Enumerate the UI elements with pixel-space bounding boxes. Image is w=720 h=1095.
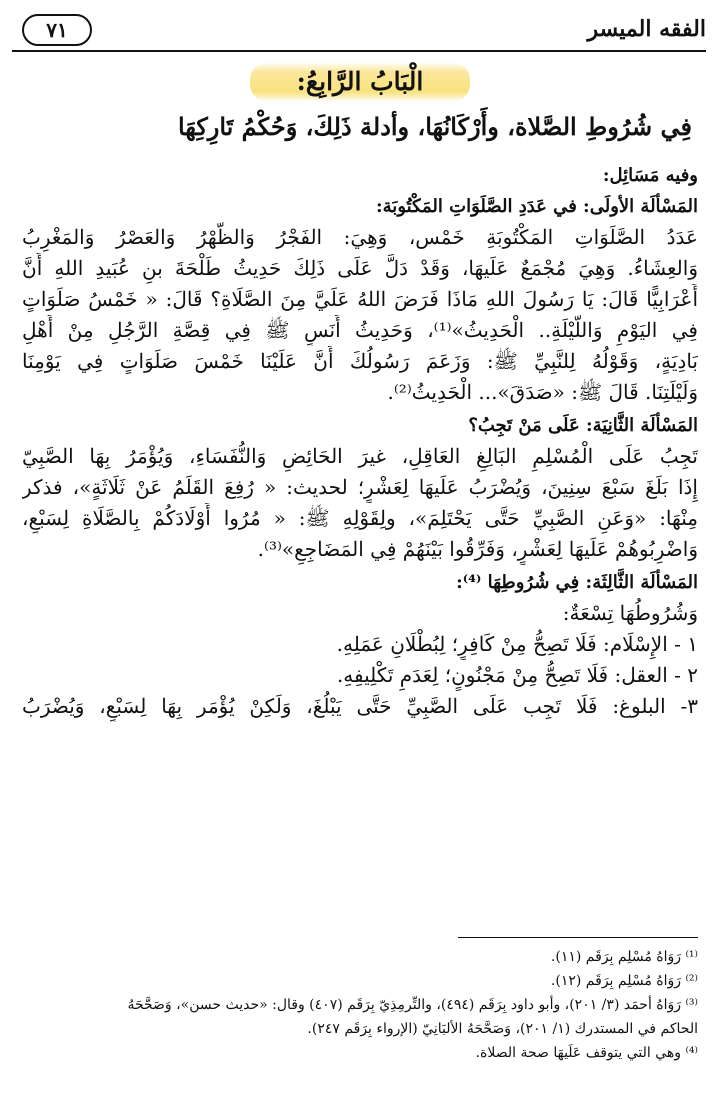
text-line: وَشُرُوطُهَا تِسْعَةٌ: bbox=[562, 601, 698, 625]
book-title: الفقه الميسر bbox=[587, 16, 706, 42]
text-line: مِنْهَا: «وَعَنِ الصَّبِيِّ حَتَّى يَحْتَلِمَ»، ولِقَوْلِهِ ﷺ: « مُرُوا أَوْلَادَكُمْ بِالصَّلَاةِ لِسَبْعٍ، bbox=[22, 506, 698, 530]
text-line: عَدَدُ الصَّلَوَاتِ المَكْتُوبَةِ خَمْس، وَهِيَ: الفَجْرُ وَالظُّهْرُ وَالعَصْرُ وَالمَغْرِبُ bbox=[22, 225, 698, 249]
condition-item: ١ - الإِسْلَام: فَلَا تَصِحُّ مِنْ كَافِرٍ؛ لِبُطْلَانِ عَمَلِهِ. bbox=[336, 632, 698, 656]
text-line: إِذَا بَلَغَ سَبْعَ سِنِينَ، وَيُضْرَبُ عَلَيهَا لِعَشْرٍ؛ لحديث: « رُفِعَ القَلَمُ عَنْ ثَلَاثَةٍ»، فذكر bbox=[22, 475, 698, 499]
text-line: بَادِيَةٍ، وَقَوْلُهُ لِلنَّبِيِّ ﷺ: وَزَعَمَ رَسُولُكَ أَنَّ عَلَيْنَا خَمْسَ صَلَوَاتٍ فِي يَوْمِنَا bbox=[22, 349, 698, 373]
condition-item: ٢ - العقل: فَلَا تَصِحُّ مِنْ مَجْنُونٍ؛ لِعَدَمِ تَكْلِيفِهِ. bbox=[336, 663, 698, 687]
footnote: ⁽²⁾ رَوَاهُ مُسْلِم بِرَقَم (١٢). bbox=[550, 973, 698, 989]
page-number: ٧١ bbox=[22, 14, 92, 46]
text-line: وَلَيْلَتِنَا. قَالَ ﷺ: «صَدَقَ»... الْحَدِيثُ⁽²⁾. bbox=[387, 380, 698, 404]
issue-2-heading: المَسْألَة الثَّانِيَة: عَلَى مَنْ تَجِبُ؟ bbox=[468, 415, 698, 436]
page-header bbox=[12, 10, 706, 50]
issue-1-heading: المَسْألَة الأولَى: في عَدَدِ الصَّلَوَاتِ المَكْتُوبَة: bbox=[376, 196, 698, 217]
footnote: الحاكم في المستدرك (١/ ٢٠١)، وَصَحَّحَهُ الألبَانِيّ (الإرواء بِرَقَم ٢٤٧). bbox=[307, 1021, 698, 1037]
text-line: فِي اليَوْمِ وَاللَّيْلَةِ.. الْحَدِيثُ»⁽¹⁾، وَحَدِيثُ أَنَسٍ ﷺ فِي قِصَّةِ الرَّجُلِ مِنْ أَهْلِ bbox=[22, 318, 698, 342]
chapter-title: الْبَابُ الرَّابِعُ: bbox=[250, 62, 470, 102]
footnote: ⁽³⁾ رَوَاهُ أحمَد (٣/ ٢٠١)، وأبو داود بِرَقَم (٤٩٤)، والتِّرمِذِيّ بِرَقَم (٤٠٧) وقال: «حديث حسن»، وَصَحَّحَهُ bbox=[127, 997, 698, 1013]
condition-item: ٣- البلوغ: فَلَا تَجِب عَلَى الصَّبِيِّ حَتَّى يَبْلُغَ، وَلَكِنْ يُؤْمَر بِهَا لِسَبْعٍ، وَيُضْرَبُ bbox=[22, 694, 698, 718]
chapter-subtitle: فِي شُرُوطِ الصَّلاة، وأَرْكَانُهَا، وأدلة ذَلِكَ، وَحُكْمُ تَارِكِهَا bbox=[177, 112, 692, 141]
text-line: وَاضْرِبُوهُمْ عَلَيهَا لِعَشْرٍ، وَفَرِّقُوا بَيْنَهُمْ فِي المَضَاجِعِ»⁽³⁾. bbox=[257, 537, 698, 561]
text-line: تَجِبُ عَلَى الْمُسْلِمِ البَالِغِ العَاقِلِ، غيرَ الحَائِضِ وَالنُّفَسَاءِ، وَيُؤْمَرُ بِهَا الصَّبِيّ bbox=[22, 444, 698, 468]
text-line: أَعْرَابِيًّا قَالَ: يَا رَسُولَ اللهِ مَاذَا فَرَضَ اللهُ عَلَيَّ مِنَ الصَّلَاةِ؟ قَالَ: « خَمْسُ صَلَوَاتٍ bbox=[22, 287, 698, 311]
footnote-rule bbox=[458, 937, 698, 938]
footnotes bbox=[22, 945, 698, 1065]
footnote: ⁽⁴⁾ وهي التي يتوقف عَلَيهَا صحة الصلاة. bbox=[475, 1045, 698, 1061]
issues-intro: وفيه مَسَائِل: bbox=[602, 165, 698, 186]
issue-3-heading: المَسْألَة الثَّالِثَة: فِي شُرُوطِهَا ⁽⁴⁾: bbox=[456, 572, 698, 593]
page-body bbox=[22, 160, 698, 722]
text-line: وَالعِشَاءُ. وَهِيَ مُجْمَعٌ عَلَيهَا، وَقَدْ دَلَّ عَلَى ذَلِكَ حَدِيثُ طَلْحَةَ بنِ عُبَيدِ اللهِ أَنَّ bbox=[22, 256, 698, 280]
header-rule bbox=[12, 50, 706, 52]
footnote: ⁽¹⁾ رَوَاهُ مُسْلِم بِرَقَم (١١). bbox=[550, 949, 698, 965]
